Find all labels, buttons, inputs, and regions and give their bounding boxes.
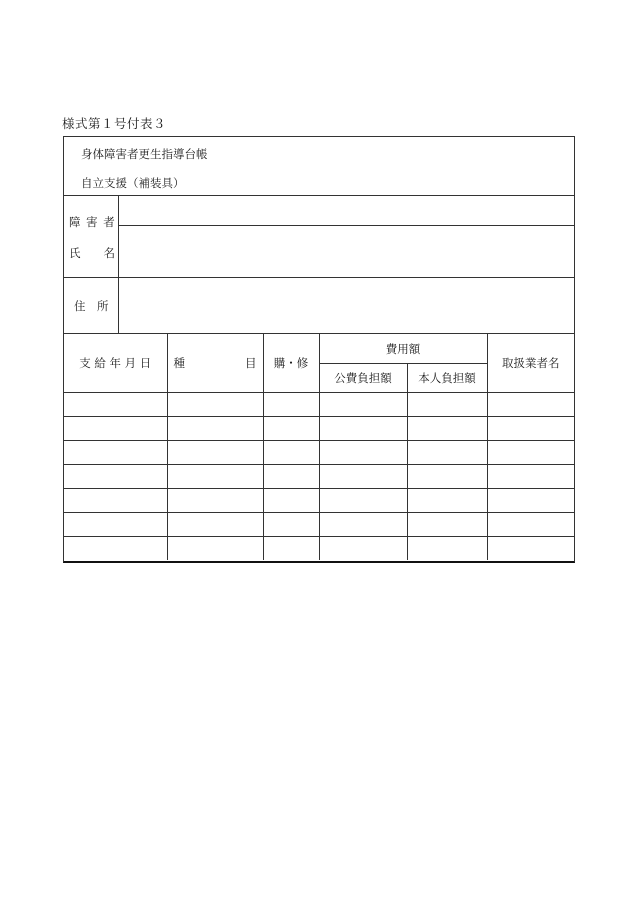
table-cell[interactable]: [263, 513, 319, 537]
table-row: [64, 537, 574, 561]
item-type-label-left: 種: [173, 356, 185, 370]
col-header-vendor: 取扱業者名: [487, 334, 574, 393]
table-cell[interactable]: [263, 489, 319, 513]
table-cell[interactable]: [487, 537, 574, 561]
address-section: [64, 278, 574, 334]
table-cell[interactable]: [64, 441, 167, 465]
table-cell[interactable]: [319, 393, 407, 417]
table-row: [64, 393, 574, 417]
table-cell[interactable]: [407, 465, 487, 489]
table-cell[interactable]: [263, 417, 319, 441]
name-section: [64, 196, 574, 278]
table-cell[interactable]: [319, 441, 407, 465]
table-cell[interactable]: [167, 465, 263, 489]
table-cell[interactable]: [263, 393, 319, 417]
table-cell[interactable]: [407, 417, 487, 441]
table-cell[interactable]: [487, 417, 574, 441]
table-row: [64, 441, 574, 465]
disabled-person-label: 障 害 者: [69, 215, 116, 229]
table-cell[interactable]: [487, 393, 574, 417]
address-field[interactable]: [120, 278, 574, 333]
address-label: 住 所: [74, 299, 109, 313]
table-cell[interactable]: [407, 489, 487, 513]
address-label-cell: [64, 278, 119, 333]
form-number-label: 様式第１号付表３: [62, 116, 167, 131]
name-label-cell: [64, 196, 119, 277]
table-cell[interactable]: [263, 465, 319, 489]
ledger-subtitle: 自立支援（補装具）: [81, 176, 185, 190]
table-cell[interactable]: [487, 513, 574, 537]
table-cell[interactable]: [319, 513, 407, 537]
table-cell[interactable]: [407, 393, 487, 417]
table-cell[interactable]: [319, 537, 407, 561]
table-cell[interactable]: [167, 441, 263, 465]
table-cell[interactable]: [319, 417, 407, 441]
table-cell[interactable]: [263, 441, 319, 465]
table-cell[interactable]: [167, 393, 263, 417]
table-cell[interactable]: [407, 441, 487, 465]
name-field[interactable]: [120, 226, 574, 277]
table-cell[interactable]: [64, 417, 167, 441]
item-type-label-right: 目: [245, 356, 257, 370]
supply-record-table: [64, 334, 574, 560]
table-cell[interactable]: [167, 513, 263, 537]
table-row: [64, 465, 574, 489]
col-header-cost-amount: 費用額: [319, 334, 487, 364]
table-cell[interactable]: [64, 489, 167, 513]
full-name-label: 氏 名: [69, 246, 115, 260]
table-cell[interactable]: [319, 489, 407, 513]
table-cell[interactable]: [407, 513, 487, 537]
table-cell[interactable]: [64, 465, 167, 489]
table-cell[interactable]: [407, 537, 487, 561]
table-cell[interactable]: [64, 513, 167, 537]
table-row: [64, 489, 574, 513]
col-header-purchase-repair: 購・修: [263, 334, 319, 393]
table-cell[interactable]: [487, 465, 574, 489]
ledger-form: [63, 136, 575, 563]
table-row: [64, 513, 574, 537]
table-cell[interactable]: [167, 537, 263, 561]
table-cell[interactable]: [319, 465, 407, 489]
col-header-personal-cost: 本人負担額: [407, 364, 487, 393]
col-header-public-cost: 公費負担額: [319, 364, 407, 393]
table-cell[interactable]: [64, 393, 167, 417]
form-header: [64, 137, 574, 196]
col-header-item-type: [167, 334, 263, 393]
table-cell[interactable]: [487, 441, 574, 465]
furigana-field[interactable]: [120, 196, 574, 225]
table-cell[interactable]: [487, 489, 574, 513]
table-cell[interactable]: [64, 537, 167, 561]
table-cell[interactable]: [167, 417, 263, 441]
table-cell[interactable]: [167, 489, 263, 513]
col-header-supply-date: 支 給 年 月 日: [64, 334, 167, 393]
ledger-title: 身体障害者更生指導台帳: [81, 147, 208, 161]
table-row: [64, 417, 574, 441]
table-cell[interactable]: [263, 537, 319, 561]
